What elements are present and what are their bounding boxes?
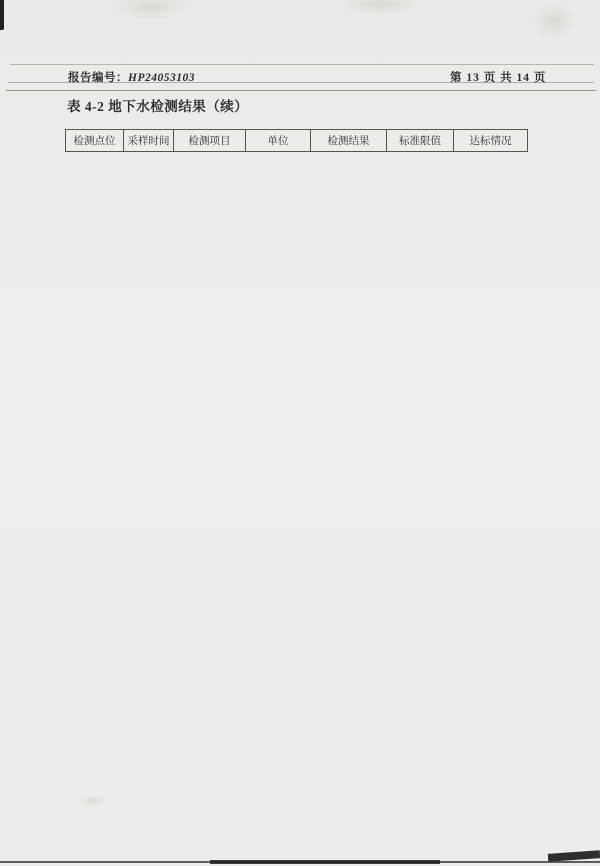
scan-smudge [340, 0, 420, 16]
column-header: 采样时间 [124, 130, 174, 152]
column-header: 检测结果 [311, 130, 387, 152]
scan-line [8, 82, 594, 83]
column-header: 单位 [246, 130, 311, 152]
scan-smudge [532, 2, 576, 40]
header-rule-bottom [6, 90, 596, 91]
column-header: 检测点位 [66, 130, 124, 152]
column-header: 达标情况 [454, 130, 528, 152]
header-rule-top [10, 64, 594, 65]
scan-smudge [110, 0, 190, 20]
column-header: 检测项目 [174, 130, 246, 152]
report-number-value: HP24053103 [128, 72, 195, 84]
results-table [65, 129, 528, 152]
scan-page-bottom-edge [210, 860, 440, 864]
page-indicator: 第 13 页 共 14 页 [450, 72, 547, 84]
report-number-label: 报告编号： [68, 72, 128, 84]
scan-smudge [80, 795, 106, 807]
table-title: 表 4-2 地下水检测结果（续） [67, 99, 249, 114]
table-header-row [66, 130, 528, 152]
scan-corner-mark [0, 0, 4, 30]
column-header: 标准限值 [387, 130, 454, 152]
